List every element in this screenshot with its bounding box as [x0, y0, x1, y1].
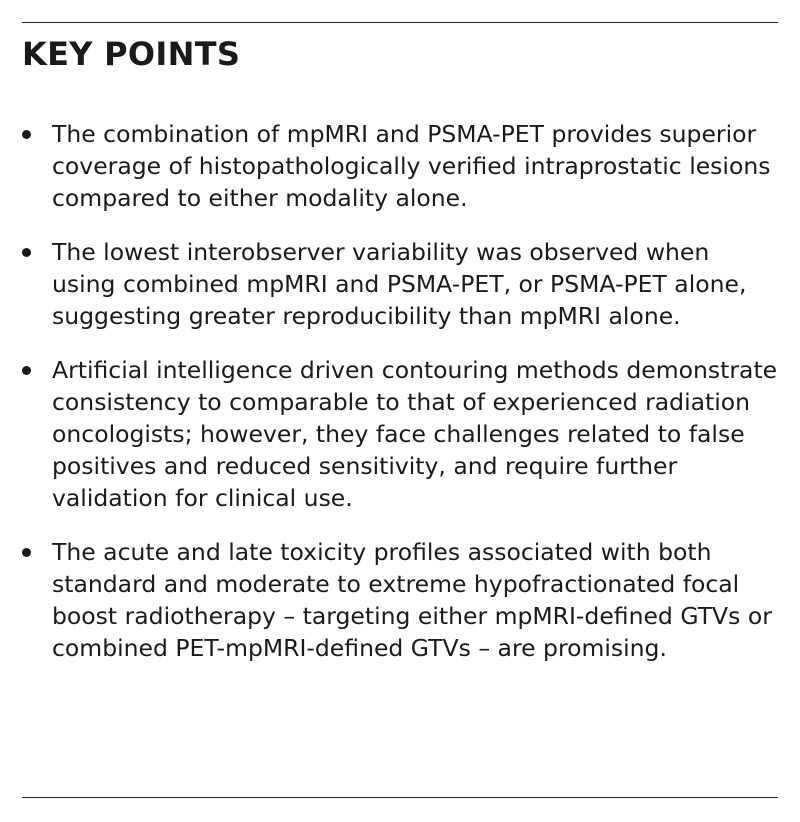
key-point-item	[22, 536, 778, 664]
key-point-item	[22, 236, 778, 332]
key-point-text: The acute and late toxicity profiles associated with both standard and moderate to extreme hypofractionated focal boost radiotherapy – targeting either mpMRI-defined GTVs or combined PET-mpMRI-defined GTVs – are promising.	[52, 538, 772, 662]
key-point-item	[22, 354, 778, 514]
bullet-icon	[22, 548, 31, 557]
key-point-text: The combination of mpMRI and PSMA-PET provides superior coverage of histopathologically verified intraprostatic lesions compared to either modality alone.	[52, 120, 771, 212]
key-points-list	[22, 118, 778, 686]
key-point-text: The lowest interobserver variability was observed when using combined mpMRI and PSMA-PET, or PSMA-PET alone, suggesting greater reproducibility than mpMRI alone.	[52, 238, 747, 330]
key-points-box	[22, 22, 778, 798]
key-point-text: Artificial intelligence driven contouring methods demonstrate consistency to comparable to that of experienced radiation oncologists; however, they face challenges related to false positives and reduced sensitivity, and require further validation for clinical use.	[52, 356, 778, 512]
bullet-icon	[22, 248, 31, 257]
key-points-heading: KEY POINTS	[22, 35, 241, 73]
top-rule	[22, 22, 778, 23]
bottom-rule	[22, 797, 778, 798]
key-point-item	[22, 118, 778, 214]
bullet-icon	[22, 130, 31, 139]
bullet-icon	[22, 366, 31, 375]
